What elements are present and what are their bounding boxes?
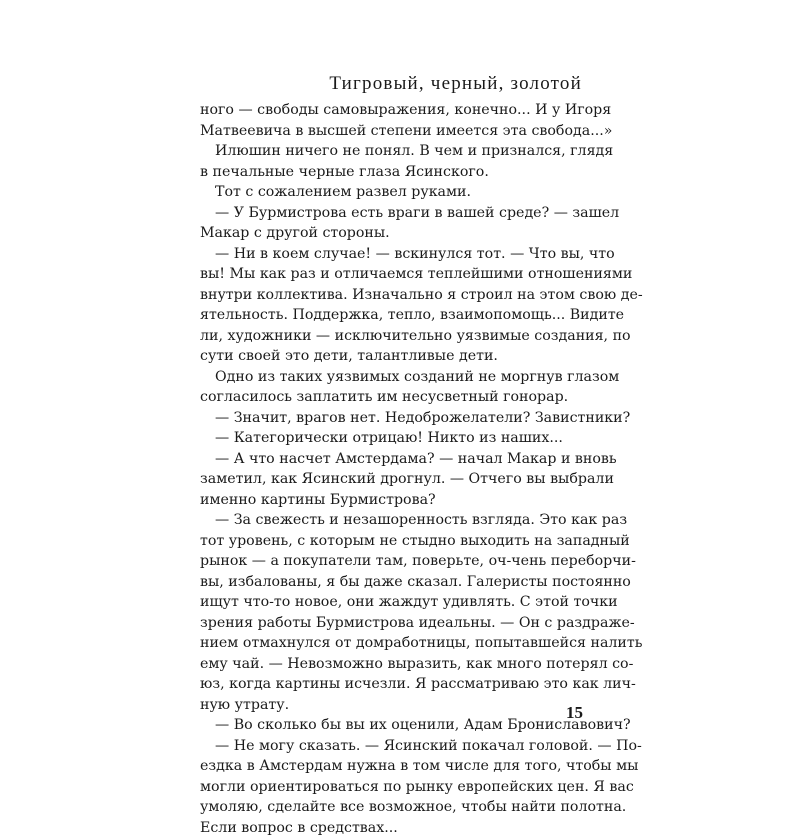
text-line: заметил, как Ясинский дрогнул. — Отчего вы выбрали: [200, 469, 584, 490]
text-line: именно картины Бурмистрова?: [200, 490, 584, 511]
text-line: согласилось заплатить им несусветный гонорар.: [200, 387, 584, 408]
text-line: сути своей это дети, талантливые дети.: [200, 346, 584, 367]
text-line: Если вопрос в средствах...: [200, 818, 584, 838]
text-line: — А что насчет Амстердама? — начал Макар и вновь: [200, 449, 584, 470]
text-line: в печальные черные глаза Ясинского.: [200, 162, 584, 183]
text-line: — За свежесть и незашоренность взгляда. Это как раз: [200, 510, 584, 531]
text-line: умоляю, сделайте все возможное, чтобы найти полотна.: [200, 797, 584, 818]
text-line: ездка в Амстердам нужна в том числе для того, чтобы мы: [200, 756, 584, 777]
text-line: — Ни в коем случае! — вскинулся тот. — Что вы, что: [200, 244, 584, 265]
text-line: — Значит, врагов нет. Недоброжелатели? Завистники?: [200, 408, 584, 429]
text-line: Одно из таких уязвимых созданий не моргнув глазом: [200, 367, 584, 388]
text-line: тот уровень, с которым не стыдно выходить на западный: [200, 531, 584, 552]
text-line: юз, когда картины исчезли. Я рассматриваю это как лич-: [200, 674, 584, 695]
text-line: рынок — а покупатели там, поверьте, оч-чень переборчи-: [200, 551, 584, 572]
text-line: ного — свободы самовыражения, конечно... И у Игоря: [200, 100, 584, 121]
text-line: ему чай. — Невозможно выразить, как много потерял со-: [200, 654, 584, 675]
text-line: — У Бурмистрова есть враги в вашей среде? — зашел: [200, 203, 584, 224]
text-line: зрения работы Бурмистрова идеальны. — Он с раздраже-: [200, 613, 584, 634]
running-head: Тигровый, черный, золотой: [329, 73, 582, 95]
text-line: могли ориентироваться по рынку европейских цен. Я вас: [200, 777, 584, 798]
text-line: Матвеевича в высшей степени имеется эта свобода...»: [200, 121, 584, 142]
text-line: вы, избалованы, я бы даже сказал. Галеристы постоянно: [200, 572, 584, 593]
text-line: ищут что-то новое, они жаждут удивлять. С этой точки: [200, 592, 584, 613]
text-line: нием отмахнулся от домработницы, попытавшейся налить: [200, 633, 584, 654]
text-line: ятельность. Поддержка, тепло, взаимопомощь... Видите: [200, 305, 584, 326]
text-line: ли, художники — исключительно уязвимые создания, по: [200, 326, 584, 347]
text-line: — Не могу сказать. — Ясинский покачал головой. — По-: [200, 736, 584, 757]
text-line: — Во сколько бы вы их оценили, Адам Брониславович?: [200, 715, 584, 736]
text-line: — Категорически отрицаю! Никто из наших...: [200, 428, 584, 449]
text-line: Тот с сожалением развел руками.: [200, 182, 584, 203]
page-number: 15: [566, 703, 583, 723]
text-line: Илюшин ничего не понял. В чем и признался, глядя: [200, 141, 584, 162]
text-line: Макар с другой стороны.: [200, 223, 584, 244]
body-text: [200, 100, 584, 838]
text-line: внутри коллектива. Изначально я строил на этом свою де-: [200, 285, 584, 306]
text-line: вы! Мы как раз и отличаемся теплейшими отношениями: [200, 264, 584, 285]
text-line: ную утрату.: [200, 695, 584, 716]
